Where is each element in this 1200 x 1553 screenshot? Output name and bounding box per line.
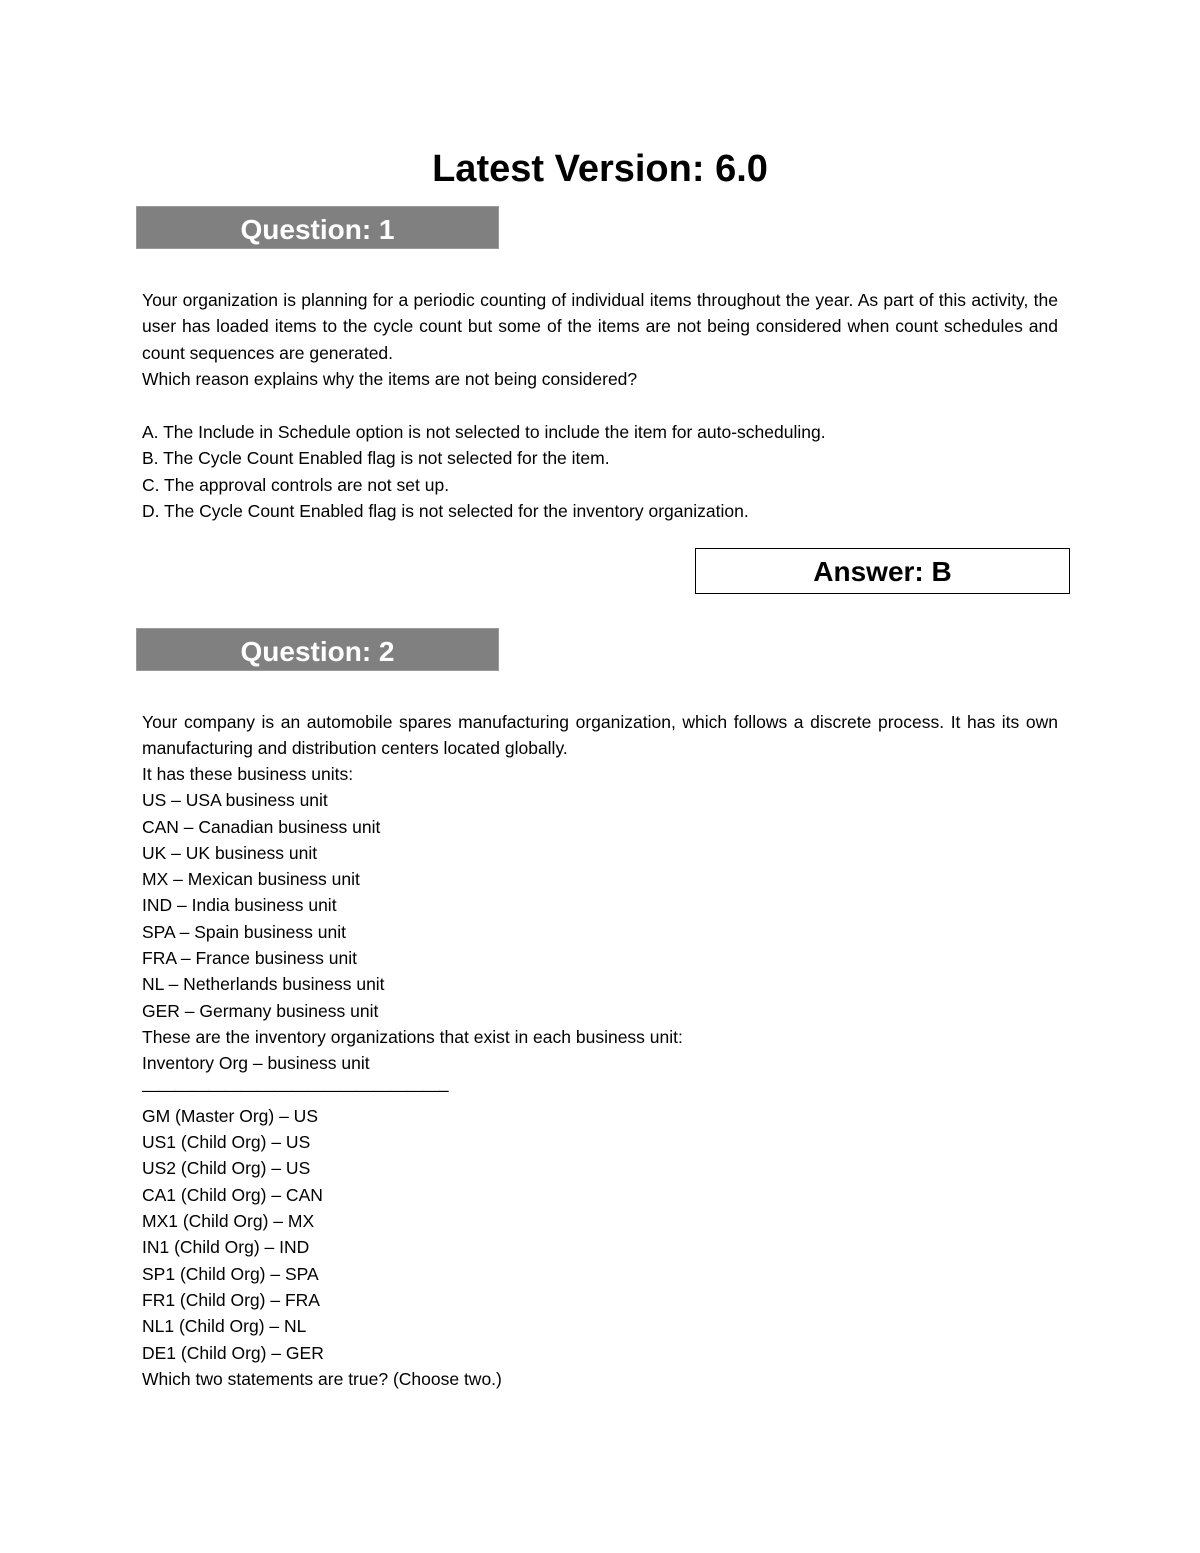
inventory-org-item: US1 (Child Org) – US: [142, 1132, 311, 1153]
business-unit-item: US – USA business unit: [142, 790, 328, 811]
inventory-org-item: US2 (Child Org) – US: [142, 1158, 311, 1179]
inventory-org-item: DE1 (Child Org) – GER: [142, 1342, 324, 1363]
inventory-org-item: CA1 (Child Org) – CAN: [142, 1184, 323, 1205]
business-unit-item: MX – Mexican business unit: [142, 869, 360, 890]
inventory-orgs-intro: These are the inventory organizations that exist in each business unit:: [142, 1026, 683, 1047]
answer-box: Answer: B: [695, 548, 1070, 594]
business-units-intro: It has these business units:: [142, 764, 354, 784]
business-unit-item: IND – India business unit: [142, 895, 337, 916]
inventory-orgs-header: Inventory Org – business unit: [142, 1053, 370, 1074]
business-unit-item: UK – UK business unit: [142, 842, 318, 863]
business-unit-item: SPA – Spain business unit: [142, 921, 346, 942]
question-2-header: Question: 2: [136, 628, 499, 671]
option-c: C. The approval controls are not set up.: [142, 474, 450, 495]
option-d: D. The Cycle Count Enabled flag is not selected for the inventory organization.: [142, 500, 749, 521]
question-2-prompt: Which two statements are true? (Choose two.): [142, 1368, 502, 1389]
inventory-org-item: SP1 (Child Org) – SPA: [142, 1263, 319, 1284]
inventory-org-item: FR1 (Child Org) – FRA: [142, 1289, 320, 1310]
business-unit-item: GER – Germany business unit: [142, 1000, 379, 1021]
divider-line: ——————————————————–: [142, 1079, 448, 1100]
business-unit-item: CAN – Canadian business unit: [142, 816, 381, 837]
inventory-org-item: NL1 (Child Org) – NL: [142, 1316, 307, 1337]
inventory-org-item: MX1 (Child Org) – MX: [142, 1211, 315, 1232]
inventory-org-item: IN1 (Child Org) – IND: [142, 1237, 310, 1258]
inventory-org-item: GM (Master Org) – US: [142, 1105, 318, 1126]
question-1-options: [142, 419, 1058, 524]
question-2-stem: Your company is an automobile spares manufacturing organization, which follows a discrete process. It has its own manufacturing and distribution centers located globally.: [142, 712, 1058, 759]
question-1-stem: Your organization is planning for a periodic counting of individual items throughout the year. As part of this activity, the user has loaded items to the cycle count but some of the items are not being considered when count schedules and count sequences are generated.: [142, 290, 1058, 363]
question-1-header: Question: 1: [136, 206, 499, 249]
page-title: Latest Version: 6.0: [432, 148, 768, 190]
question-1-prompt: Which reason explains why the items are not being considered?: [142, 369, 638, 389]
business-unit-item: FRA – France business unit: [142, 948, 357, 969]
question-2-body: [142, 761, 1058, 1392]
business-unit-item: NL – Netherlands business unit: [142, 974, 385, 995]
option-a: A. The Include in Schedule option is not selected to include the item for auto-scheduling.: [142, 422, 826, 442]
option-b: B. The Cycle Count Enabled flag is not selected for the item.: [142, 448, 610, 469]
